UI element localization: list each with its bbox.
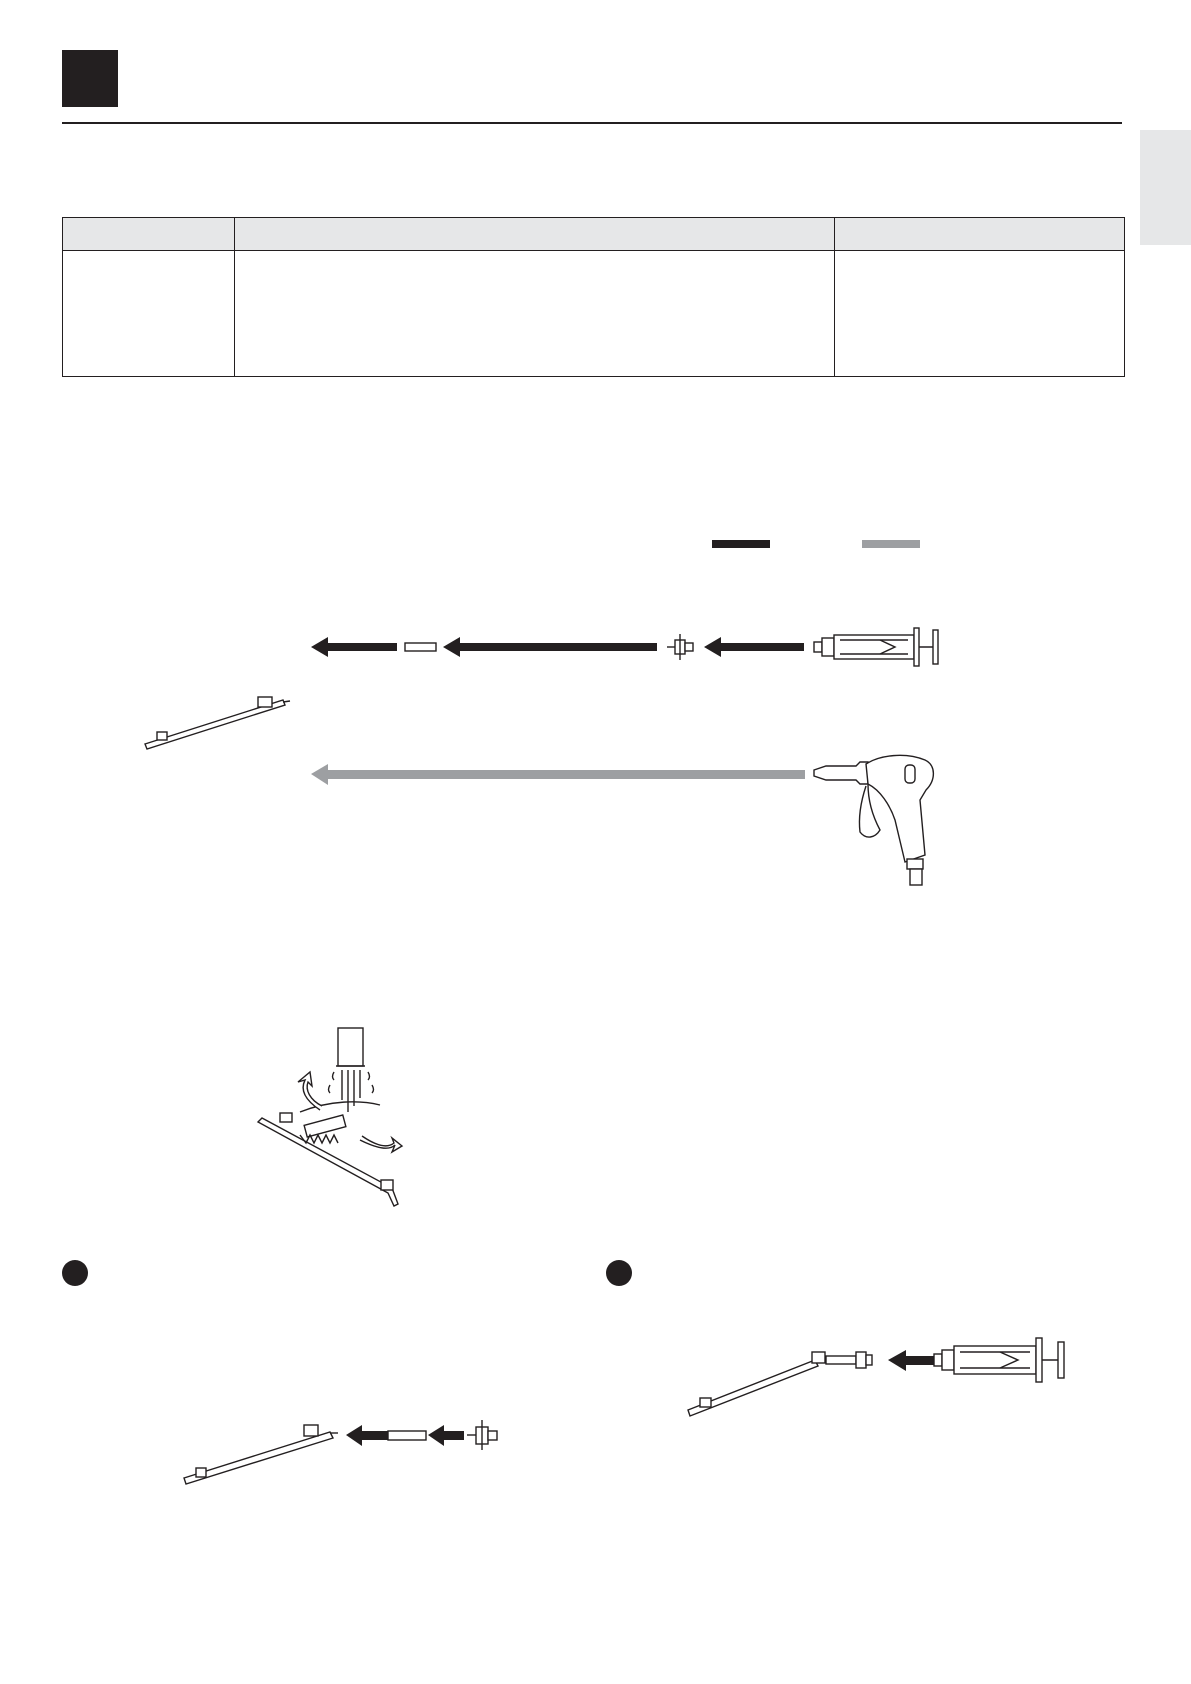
black-flow-arrow: [311, 637, 397, 657]
syringe-icon: [814, 628, 938, 666]
air-blow-gun-icon: [814, 755, 933, 885]
adapter-icon: [667, 634, 693, 660]
tube-piece: [405, 643, 436, 651]
step-b-figure: [688, 1352, 872, 1416]
syringe-icon: [934, 1338, 1064, 1382]
black-flow-arrow: [704, 637, 804, 657]
step-a-figure: [184, 1425, 338, 1484]
motion-arrow-left: [298, 1072, 322, 1110]
plate-icon: [145, 697, 290, 749]
tube-piece: [388, 1431, 426, 1440]
black-flow-arrow: [428, 1425, 464, 1446]
motion-arrow-right: [360, 1136, 402, 1152]
step-a-bullet: [62, 1260, 88, 1286]
grey-flow-arrow: [311, 764, 805, 785]
step-b-bullet: [606, 1260, 632, 1286]
black-flow-arrow: [346, 1425, 390, 1446]
brush-cleaning-figure: [258, 1028, 402, 1206]
black-flow-arrow: [888, 1350, 934, 1371]
black-flow-arrow: [443, 637, 657, 657]
adapter-icon: [467, 1420, 497, 1450]
